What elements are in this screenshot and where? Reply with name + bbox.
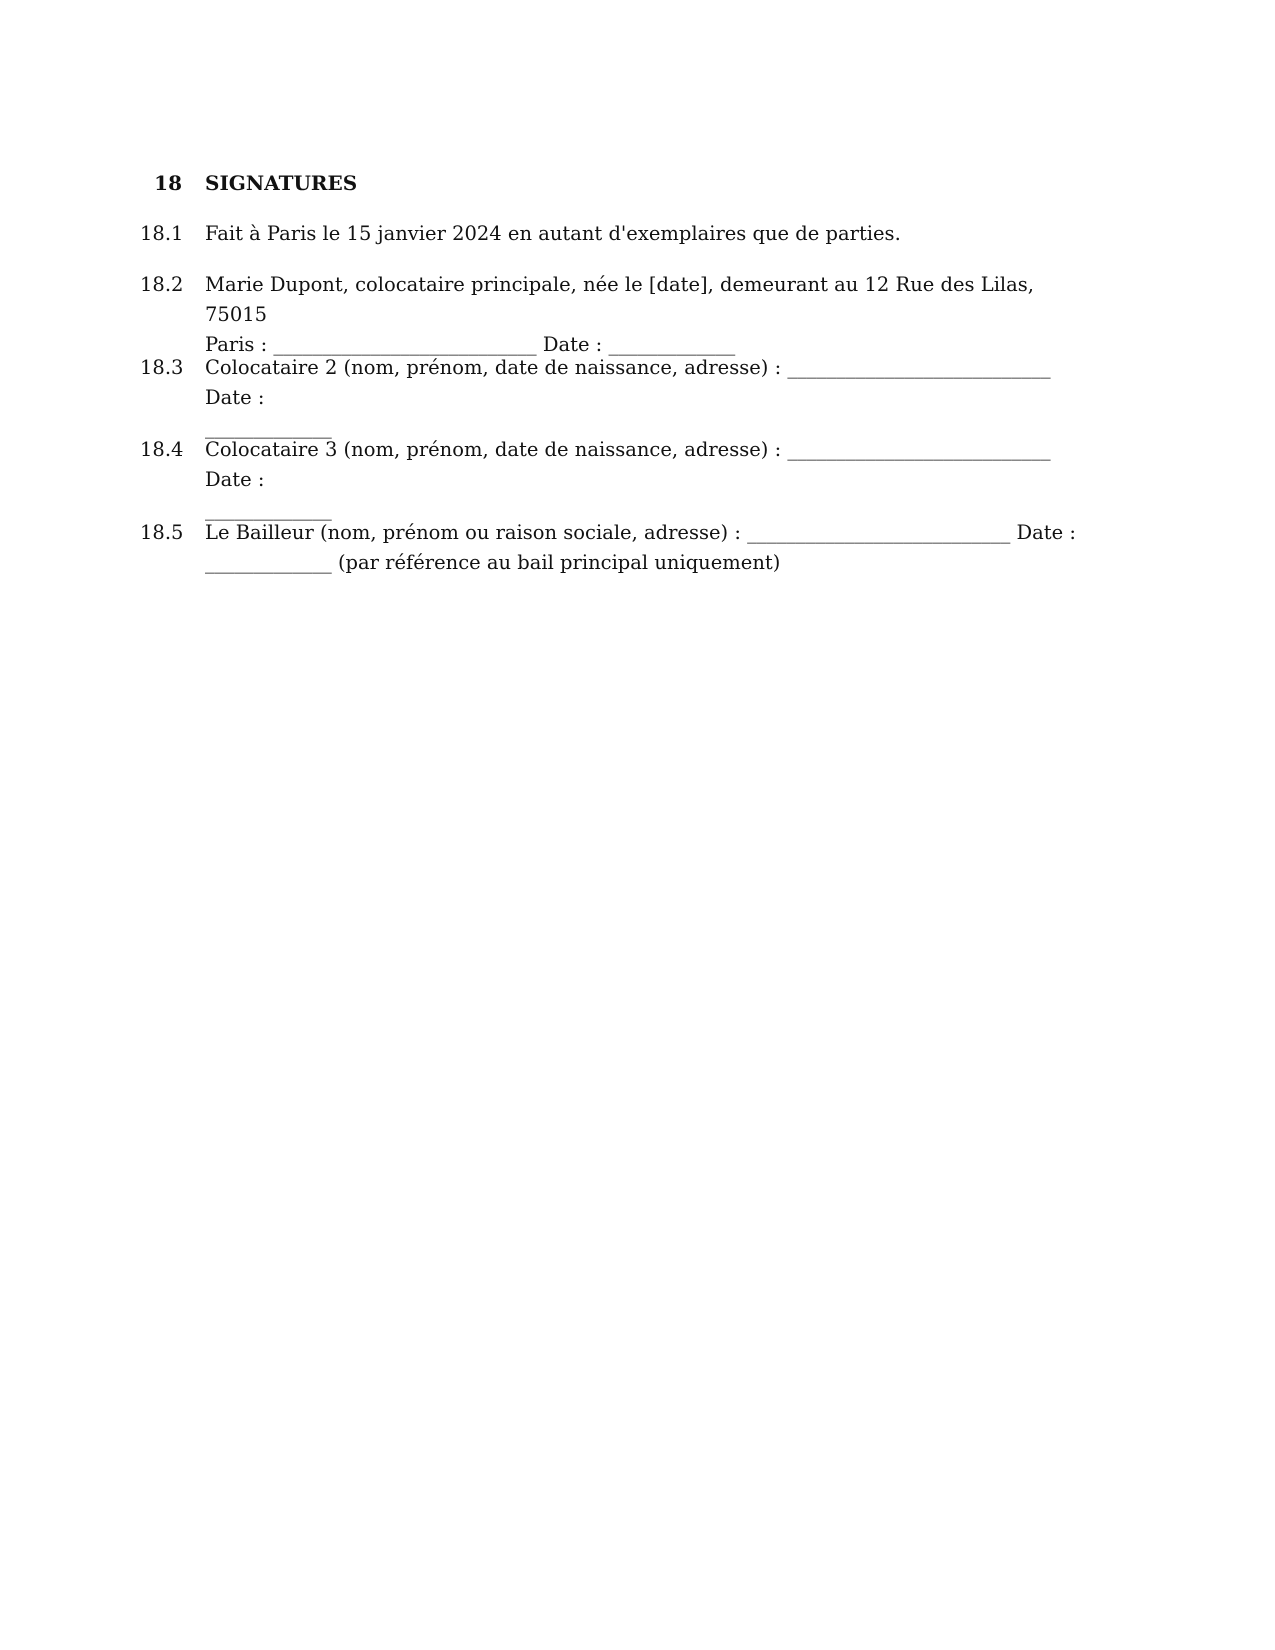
clause-text: Le Bailleur (nom, prénom ou raison sociale, adresse) : ___________________________ Date : _____________ (par référence au bail principal uniquement) (205, 521, 1076, 574)
clause-18-3 (140, 353, 1100, 443)
clause-text: Colocataire 3 (nom, prénom, date de naissance, adresse) : ___________________________ Date : _____________ (205, 438, 1051, 521)
section-number: 18 (154, 171, 182, 195)
clause-text: Colocataire 2 (nom, prénom, date de naissance, adresse) : ___________________________ Date : _____________ (205, 356, 1051, 439)
section-heading (140, 168, 357, 198)
clause-18-5 (140, 518, 1100, 578)
clause-text: Marie Dupont, colocataire principale, née le [date], demeurant au 12 Rue des Lilas, 75015 Paris : ___________________________ Date : _____________ (205, 273, 1034, 356)
section-title: SIGNATURES (205, 171, 358, 195)
clause-number: 18.2 (140, 273, 184, 296)
clause-number: 18.4 (140, 438, 184, 461)
clause-number: 18.5 (140, 521, 184, 544)
clause-18-1 (140, 219, 1100, 249)
clause-text: Fait à Paris le 15 janvier 2024 en autant d'exemplaires que de parties. (205, 222, 901, 245)
clause-number: 18.3 (140, 356, 184, 379)
clause-18-4 (140, 435, 1100, 525)
clause-number: 18.1 (140, 222, 184, 245)
clause-18-2 (140, 270, 1100, 360)
